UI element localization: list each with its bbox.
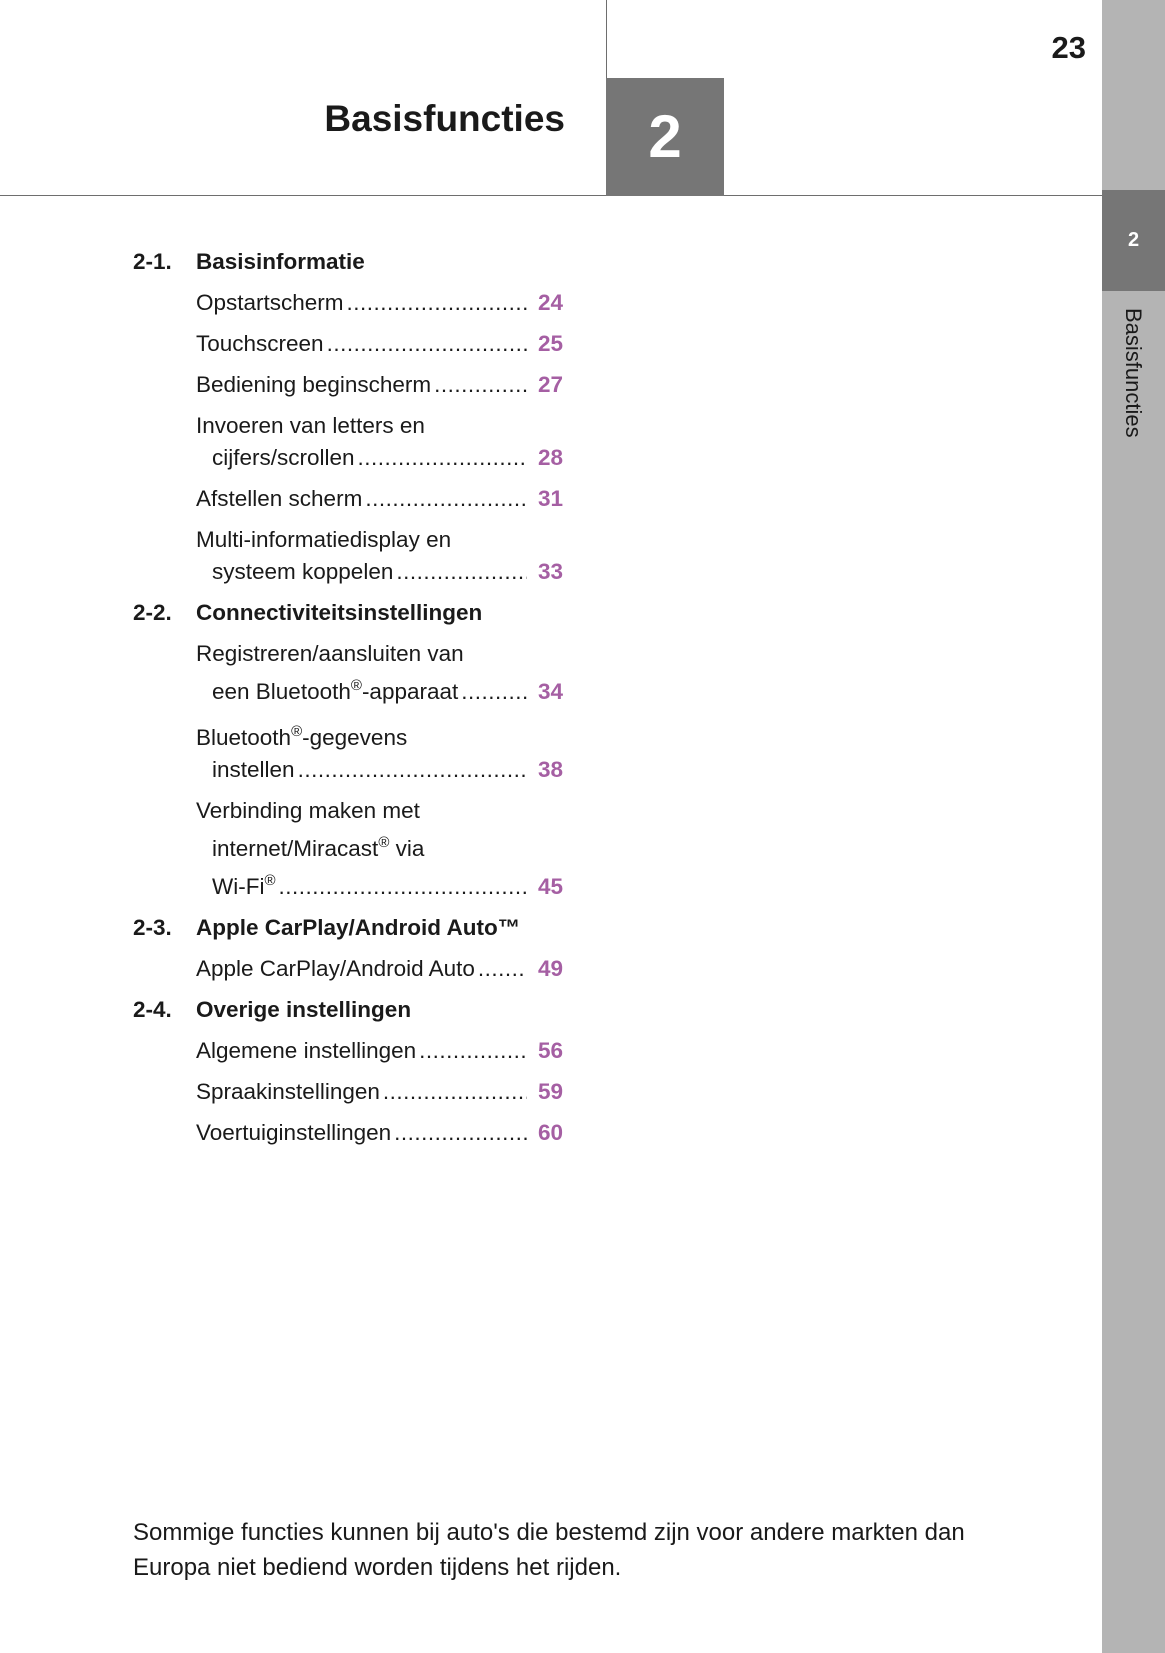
toc-entry[interactable] — [196, 330, 563, 358]
leader-dots — [298, 756, 527, 784]
entry-title-line: Bluetooth®-gegevens — [196, 723, 408, 750]
leader-dots — [365, 485, 527, 513]
entry-title-line: Verbinding maken met — [196, 798, 420, 823]
toc-entry[interactable] — [196, 1037, 563, 1065]
entry-page-link[interactable]: 24 — [537, 290, 563, 315]
section-number: 2-3. — [133, 915, 172, 940]
section-number: 2-4. — [133, 997, 172, 1022]
entry-title: instellen — [212, 757, 295, 782]
entry-title-line: Invoeren van letters en — [196, 413, 425, 438]
entry-page-link[interactable]: 38 — [537, 757, 563, 782]
entry-page-link[interactable]: 33 — [537, 559, 563, 584]
toc-entry[interactable] — [196, 1078, 563, 1106]
toc-section[interactable] — [133, 914, 563, 942]
footnote-line: Sommige functies kunnen bij auto's die bestemd zijn voor andere markten dan — [133, 1519, 965, 1546]
entry-title: Voertuiginstellingen — [196, 1120, 392, 1145]
toc-entry[interactable] — [196, 485, 563, 513]
leader-dots — [419, 1037, 527, 1065]
section-title: Overige instellingen — [196, 997, 412, 1022]
leader-dots — [434, 371, 527, 399]
entry-page-link[interactable]: 28 — [537, 445, 563, 470]
toc-entry[interactable] — [196, 526, 563, 586]
toc-entry[interactable] — [196, 1119, 563, 1147]
toc-entry[interactable] — [196, 412, 563, 472]
entry-title: Spraakinstellingen — [196, 1079, 380, 1104]
entry-title: Algemene instellingen — [196, 1038, 417, 1063]
side-chapter-tab[interactable]: 2 — [1102, 190, 1165, 291]
chapter-number-box: 2 — [606, 78, 724, 196]
leader-dots — [461, 678, 527, 706]
page-number: 23 — [1051, 30, 1086, 65]
leader-dots — [358, 444, 527, 472]
entry-title: Wi-Fi® — [212, 872, 276, 899]
entry-page-link[interactable]: 27 — [537, 372, 563, 397]
entry-title-line: Registreren/aansluiten van — [196, 641, 464, 666]
header-rule — [0, 195, 1102, 196]
leader-dots — [478, 955, 527, 983]
registered-mark: ® — [264, 872, 276, 889]
section-title: Basisinformatie — [196, 249, 365, 274]
entry-page-link[interactable]: 25 — [537, 331, 563, 356]
section-number: 2-1. — [133, 249, 172, 274]
footnote-line: Europa niet bediend worden tijdens het rijden. — [133, 1554, 622, 1581]
toc-section[interactable] — [133, 248, 563, 276]
entry-title-line: Multi-informatiedisplay en — [196, 527, 452, 552]
toc-section[interactable] — [133, 996, 563, 1024]
entry-title: Opstartscherm — [196, 290, 344, 315]
entry-title: systeem koppelen — [212, 559, 394, 584]
section-title: Apple CarPlay/Android Auto™ — [196, 915, 521, 940]
side-chapter-label: Basisfuncties — [1121, 308, 1146, 438]
entry-title: Touchscreen — [196, 331, 324, 356]
entry-title: Bediening beginscherm — [196, 372, 432, 397]
toc-entry[interactable] — [196, 371, 563, 399]
leader-dots — [279, 873, 527, 901]
entry-title: Afstellen scherm — [196, 486, 363, 511]
toc-entry[interactable] — [196, 640, 563, 706]
entry-page-link[interactable]: 49 — [537, 956, 563, 981]
section-title: Connectiviteitsinstellingen — [196, 600, 483, 625]
leader-dots — [394, 1119, 527, 1147]
leader-dots — [396, 558, 527, 586]
entry-title: cijfers/scrollen — [212, 445, 355, 470]
page-title: Basisfuncties — [324, 98, 565, 139]
footnote — [133, 1515, 1063, 1585]
table-of-contents — [133, 248, 563, 1160]
toc-section[interactable] — [133, 599, 563, 627]
toc-entry[interactable] — [196, 797, 563, 901]
leader-dots — [383, 1078, 527, 1106]
registered-mark: ® — [378, 834, 390, 851]
entry-title: een Bluetooth®-apparaat — [212, 677, 459, 704]
entry-page-link[interactable]: 45 — [537, 874, 563, 899]
entry-page-link[interactable]: 56 — [537, 1038, 563, 1063]
toc-entry[interactable] — [196, 955, 563, 983]
toc-entry[interactable] — [196, 724, 563, 784]
entry-title: Apple CarPlay/Android Auto — [196, 956, 475, 981]
toc-entry[interactable] — [196, 289, 563, 317]
section-number: 2-2. — [133, 600, 172, 625]
leader-dots — [327, 330, 527, 358]
entry-page-link[interactable]: 34 — [537, 679, 563, 704]
registered-mark: ® — [291, 723, 303, 740]
entry-page-link[interactable]: 59 — [537, 1079, 563, 1104]
entry-page-link[interactable]: 60 — [537, 1120, 563, 1145]
registered-mark: ® — [350, 677, 362, 694]
entry-title-line: internet/Miracast® via — [212, 834, 425, 861]
leader-dots — [347, 289, 527, 317]
entry-page-link[interactable]: 31 — [537, 486, 563, 511]
